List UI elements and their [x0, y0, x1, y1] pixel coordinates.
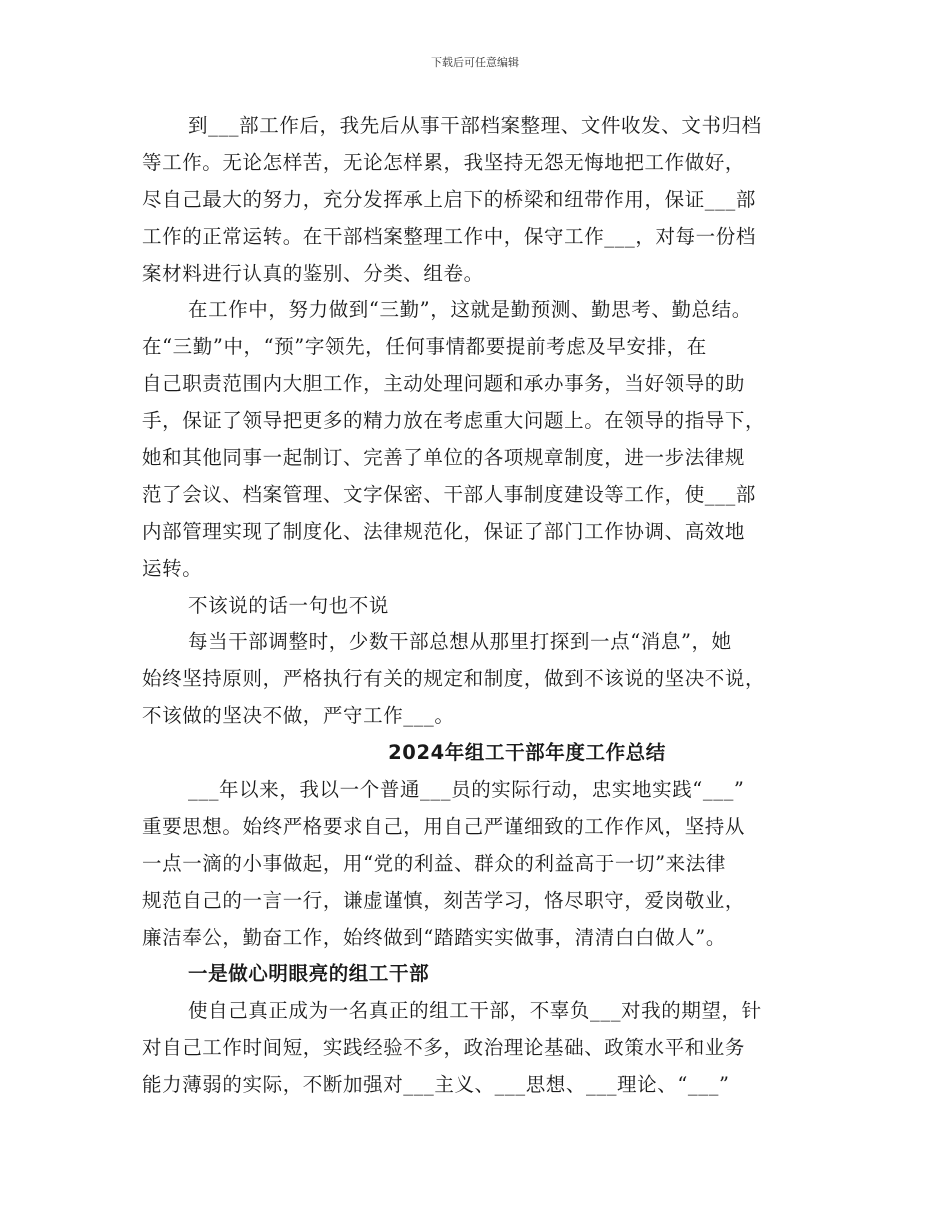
document-title: 2024年组工干部年度工作总结 [388, 741, 666, 765]
paragraph-line: 使自己真正成为一名真正的组工干部，不辜负___对我的期望，针 [188, 999, 762, 1023]
paragraph-line: 尽自己最大的努力，充分发挥承上启下的桥梁和纽带作用，保证___部 [142, 187, 756, 211]
paragraph-line: 能力薄弱的实际，不断加强对___主义、___思想、___理论、“___” [142, 1073, 730, 1097]
paragraph-line: 在工作中，努力做到“三勤”，这就是勤预测、勤思考、勤总结。 [188, 298, 752, 322]
paragraph-line: 对自己工作时间短，实践经验不多，政治理论基础、政策水平和业务 [142, 1036, 746, 1060]
paragraph-line: 等工作。无论怎样苦，无论怎样累，我坚持无怨无悔地把工作做好， [142, 150, 746, 174]
paragraph-line: 内部管理实现了制度化、法律规范化，保证了部门工作协调、高效地 [142, 519, 746, 543]
section-heading: 一是做心明眼亮的组工干部 [188, 962, 430, 986]
paragraph-line: 始终坚持原则，严格执行有关的规定和制度，做到不该说的坚决不说， [142, 667, 766, 691]
paragraph-line: 手，保证了领导把更多的精力放在考虑重大问题上。在领导的指导下， [142, 409, 766, 433]
section-heading: 不该说的话一句也不说 [188, 593, 390, 617]
page-header: 下载后可任意编辑 [431, 56, 519, 69]
paragraph-line: 规范自己的一言一行，谦虚谨慎，刻苦学习，恪尽职守，爱岗敬业， [142, 888, 746, 912]
paragraph-line: 每当干部调整时，少数干部总想从那里打探到一点“消息”，她 [188, 630, 732, 654]
paragraph-line: 范了会议、档案管理、文字保密、干部人事制度建设等工作，使___部 [142, 482, 756, 506]
paragraph-line: 运转。 [142, 556, 203, 580]
paragraph-line: ___年以来，我以一个普通___员的实际行动，忠实地实践“___” [188, 778, 745, 802]
paragraph-line: 不该做的坚决不做，严守工作___。 [142, 704, 455, 728]
paragraph-line: 工作的正常运转。在干部档案整理工作中，保守工作___，对每一份档 [142, 224, 756, 248]
paragraph-line: 廉洁奉公，勤奋工作，始终做到“踏踏实实做事，清清白白做人”。 [142, 925, 726, 949]
paragraph-line: 案材料进行认真的鉴别、分类、组卷。 [142, 261, 484, 285]
paragraph-line: 重要思想。始终严格要求自己，用自己严谨细致的工作作风，坚持从 [142, 814, 746, 838]
paragraph-line: 自己职责范围内大胆工作，主动处理问题和承办事务，当好领导的助 [142, 372, 746, 396]
document-body [142, 108, 842, 1104]
paragraph-line: 一点一滴的小事做起，用“党的利益、群众的利益高于一切”来法律 [142, 851, 726, 875]
paragraph-line: 到___部工作后，我先后从事干部档案整理、文件收发、文书归档 [188, 114, 762, 137]
paragraph-line: 她和其他同事一起制订、完善了单位的各项规章制度，进一步法律规 [142, 446, 746, 470]
paragraph-line: 在“三勤”中，“预”字领先，任何事情都要提前考虑及早安排，在 [142, 335, 707, 359]
